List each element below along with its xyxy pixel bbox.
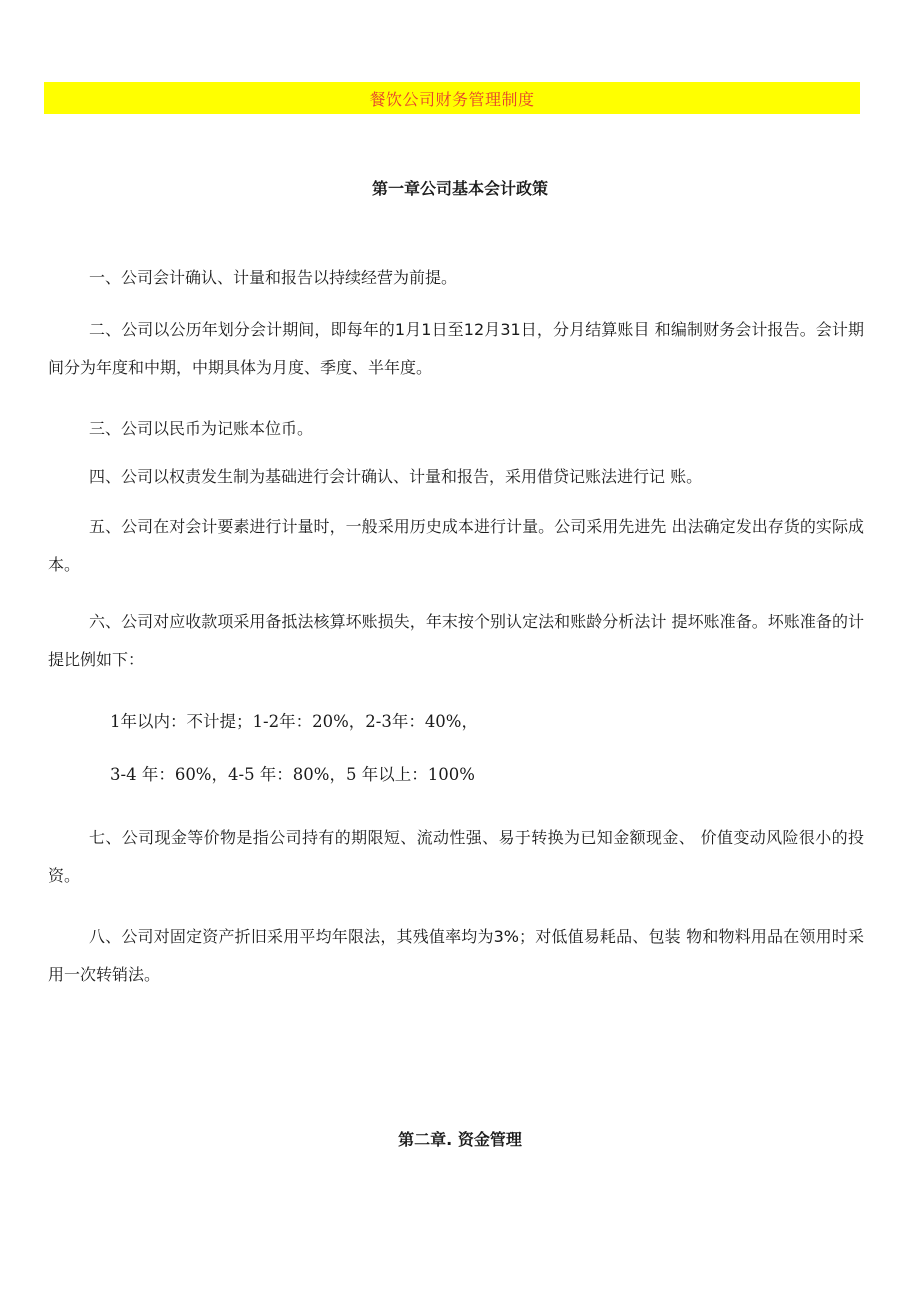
document-title-bar: [44, 82, 860, 114]
paragraph-7: 七、公司现金等价物是指公司持有的期限短、流动性强、易于转换为已知金额现金、 价值变动风险很小的投资。: [48, 828, 864, 885]
document-title: 餐饮公司财务管理制度: [369, 89, 535, 109]
paragraph-2: 二、公司以公历年划分会计期间，即每年的1月1日至12月31日，分月结算账目 和编制财务会计报告。会计期间分为年度和中期，中期具体为月度、季度、半年度。: [48, 320, 864, 377]
paragraph-6: 六、公司对应收款项采用备抵法核算坏账损失，年末按个别认定法和账龄分析法计 提坏账准备。坏账准备的计提比例如下：: [48, 612, 864, 669]
paragraph-4: 四、公司以权责发生制为基础进行会计确认、计量和报告，采用借贷记账法进行记 账。: [89, 467, 703, 486]
bad-debt-ratio-line-1: 1年以内：不计提；1-2年：20%，2-3年：40%，: [110, 712, 478, 731]
chapter-2-heading: 第二章. 资金管理: [398, 1130, 522, 1149]
paragraph-3: 三、公司以民币为记账本位币。: [89, 419, 314, 438]
chapter-1-heading: 第一章公司基本会计政策: [371, 179, 548, 198]
paragraph-1: 一、公司会计确认、计量和报告以持续经营为前提。: [89, 268, 458, 287]
bad-debt-ratio-line-2: 3-4 年：60%，4-5 年：80%，5 年以上：100%: [110, 765, 475, 784]
paragraph-5: 五、公司在对会计要素进行计量时，一般采用历史成本进行计量。公司采用先进先 出法确定发出存货的实际成本。: [48, 517, 864, 574]
paragraph-8: 八、公司对固定资产折旧采用平均年限法，其残值率均为3%；对低值易耗品、包装 物和物料用品在领用时采用一次转销法。: [48, 927, 864, 984]
